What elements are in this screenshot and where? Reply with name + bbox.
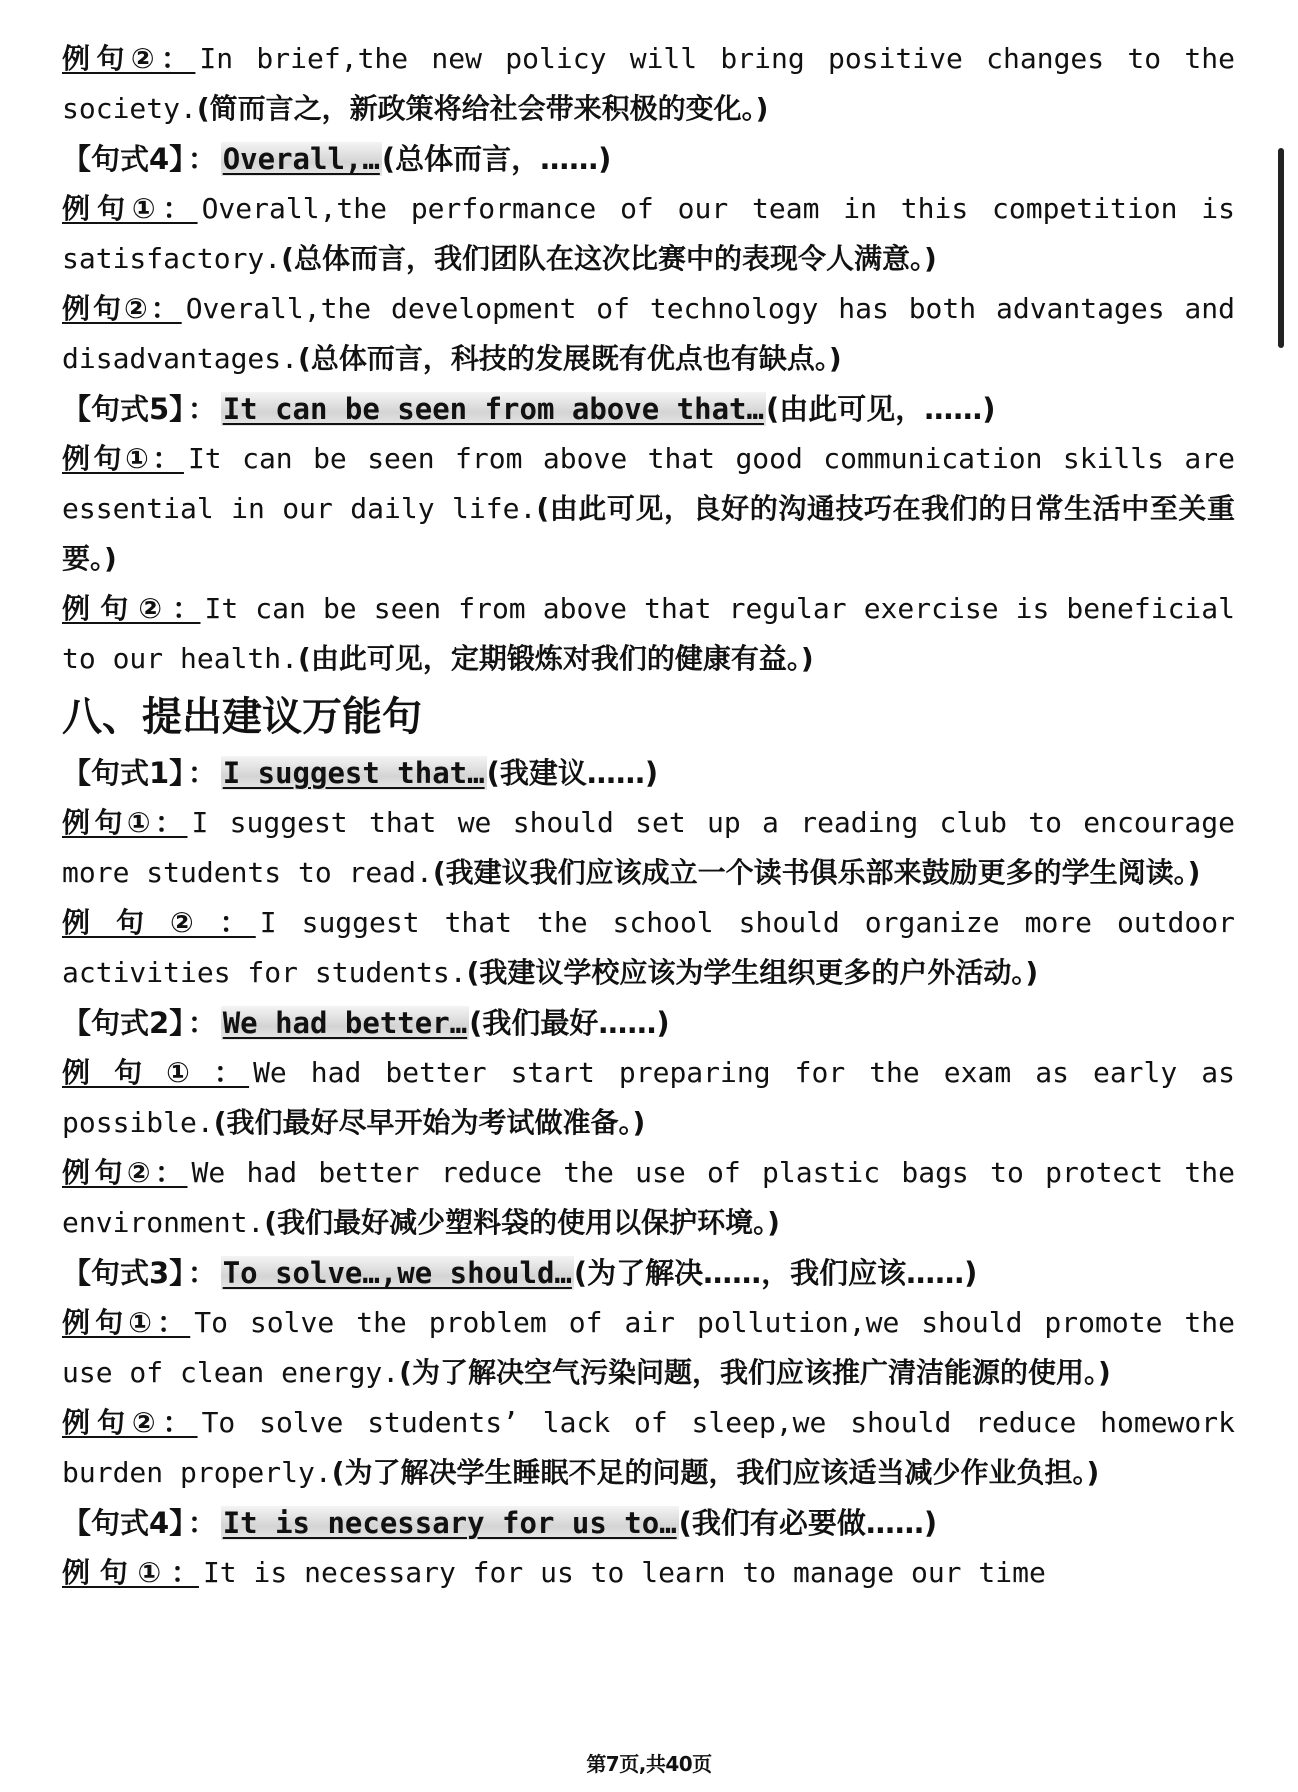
example-sentence [62,1548,1235,1598]
pattern-separator: ： [187,142,217,176]
example-label: 例句①： [62,192,198,225]
example-chinese: (为了解决空气污染问题，我们应该推广清洁能源的使用。) [399,1356,1111,1389]
example-label: 例句②： [62,292,182,325]
example-sentence [62,584,1235,684]
example-sentence [62,434,1235,584]
page-number: 第7页,共40页 [586,1752,712,1776]
pattern-phrase: To solve…,we should… [222,1256,572,1290]
pattern-separator: ： [187,1006,217,1040]
pattern-chinese: (由此可见，……) [765,392,996,426]
example-chinese: (由此可见，良好的沟通技巧在我们的日常生活中至关重要。) [62,492,1235,575]
example-label: 例句①： [62,442,184,475]
example-english: In brief,the new policy will bring positive changes to the society. [62,42,1235,125]
example-label: 例句①： [62,1306,191,1339]
sentence-pattern [62,134,1235,184]
example-label: 例句①： [62,806,188,839]
pattern-chinese: (我们最好……) [469,1006,670,1040]
pattern-phrase: We had better… [222,1006,468,1040]
pattern-separator: ： [187,756,217,790]
pattern-separator: ： [187,1506,217,1540]
scrollbar-thumb[interactable] [1278,148,1284,348]
sentence-pattern [62,1498,1235,1548]
example-sentence [62,1048,1235,1148]
pattern-chinese: (我建议……) [486,756,659,790]
sentence-pattern [62,1248,1235,1298]
pattern-label: 【句式4】 [62,142,184,176]
example-english: Overall,the development of technology has both advantages and disadvantages. [62,292,1235,375]
example-sentence [62,184,1235,284]
example-sentence [62,898,1235,998]
pattern-label: 【句式4】 [62,1506,184,1540]
example-sentence [62,284,1235,384]
example-chinese: (为了解决学生睡眠不足的问题，我们应该适当减少作业负担。) [331,1456,1100,1489]
pattern-label: 【句式3】 [62,1256,184,1290]
example-chinese: (我们最好减少塑料袋的使用以保护环境。) [264,1206,780,1239]
example-english: To solve students’ lack of sleep,we should reduce homework burden properly. [62,1406,1235,1489]
example-chinese: (我们最好尽早开始为考试做准备。) [213,1106,646,1139]
sentence-pattern [62,998,1235,1048]
example-chinese: (简而言之，新政策将给社会带来积极的变化。) [196,92,769,125]
pattern-chinese: (总体而言，……) [381,142,612,176]
pattern-phrase: It can be seen from above that… [222,392,764,426]
example-sentence [62,34,1235,134]
example-english: It is necessary for us to learn to manage our time [202,1556,1046,1589]
pattern-label: 【句式2】 [62,1006,184,1040]
document-page [62,34,1235,1598]
example-sentence [62,798,1235,898]
section-heading: 八、提出建议万能句 [62,694,422,740]
example-label: 例 句 ① ： [62,1056,250,1089]
example-english: I suggest that the school should organize more outdoor activities for students. [62,906,1235,989]
example-label: 例 句 ② ： [62,906,256,939]
example-english: It can be seen from above that good communication skills are essential in our daily life. [62,442,1235,525]
pattern-separator: ： [187,1256,217,1290]
example-label: 例句②： [62,1156,188,1189]
pattern-label: 【句式1】 [62,756,184,790]
example-chinese: (由此可见，定期锻炼对我们的健康有益。) [298,642,814,675]
example-chinese: (我建议我们应该成立一个读书俱乐部来鼓励更多的学生阅读。) [432,856,1201,889]
example-sentence [62,1398,1235,1498]
example-chinese: (总体而言，科技的发展既有优点也有缺点。) [298,342,842,375]
example-sentence [62,1148,1235,1248]
example-english: Overall,the performance of our team in this competition is satisfactory. [62,192,1235,275]
pattern-chinese: (我们有必要做……) [678,1506,938,1540]
pattern-phrase: Overall,… [222,142,380,176]
example-english: I suggest that we should set up a reading club to encourage more students to read. [62,806,1235,889]
pattern-separator: ： [187,392,217,426]
pattern-phrase: I suggest that… [222,756,485,790]
pattern-chinese: (为了解决……，我们应该……) [573,1256,978,1290]
example-label: 例句②： [62,42,196,75]
example-english: We had better start preparing for the exam as early as possible. [62,1056,1235,1139]
sentence-pattern [62,384,1235,434]
example-chinese: (我建议学校应该为学生组织更多的户外活动。) [466,956,1039,989]
sentence-pattern [62,748,1235,798]
pattern-label: 【句式5】 [62,392,184,426]
example-english: We had better reduce the use of plastic bags to protect the environment. [62,1156,1235,1239]
example-english: To solve the problem of air pollution,we should promote the use of clean energy. [62,1306,1235,1389]
example-label: 例 句 ① ： [62,1556,199,1589]
example-chinese: (总体而言，我们团队在这次比赛中的表现令人满意。) [281,242,937,275]
pattern-phrase: It is necessary for us to… [222,1506,677,1540]
example-sentence [62,1298,1235,1398]
example-english: It can be seen from above that regular exercise is beneficial to our health. [62,592,1235,675]
example-label: 例句②： [62,1406,198,1439]
example-label: 例 句 ② ： [62,592,201,625]
